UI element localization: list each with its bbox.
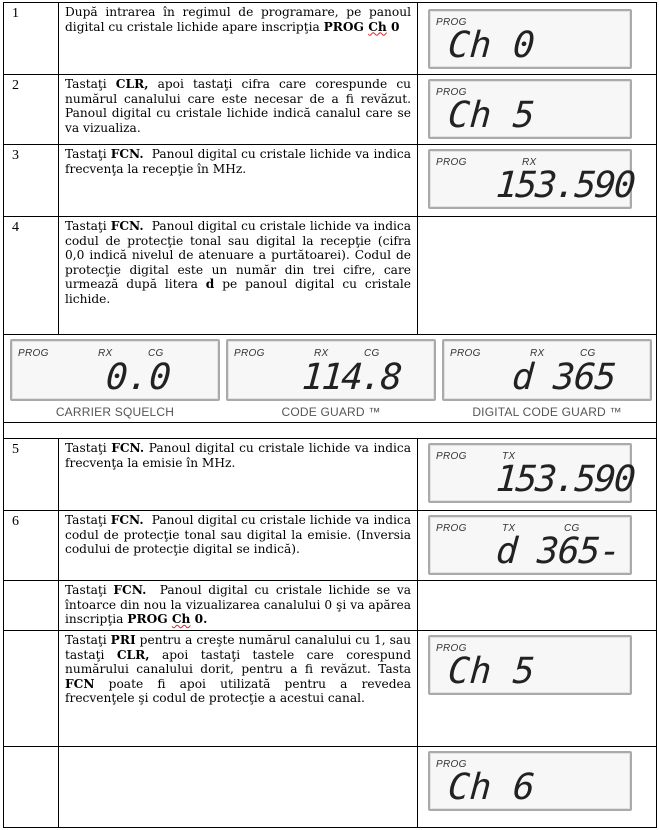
lcd-value: d 365- bbox=[494, 531, 622, 572]
lcd-value: d 365 bbox=[510, 357, 617, 398]
table-row bbox=[4, 145, 657, 217]
panel-caption: CARRIER SQUELCH bbox=[55, 405, 175, 419]
step-number bbox=[4, 747, 59, 828]
lcd-cell bbox=[418, 439, 657, 511]
step-text: Tastaţi CLR, apoi tastaţi cifra care corespunde cu numărul canalului care este necesar de a fi revăzut. Panoul digital cu cristale lichide indică canalul care se va vizualiza. bbox=[59, 75, 418, 145]
rx-label: RX bbox=[314, 348, 329, 359]
rx-label: RX bbox=[98, 348, 113, 359]
tx-label: TX bbox=[502, 523, 516, 534]
lcd-value: 114.8 bbox=[300, 357, 402, 398]
empty-cell bbox=[418, 581, 657, 631]
table-row bbox=[4, 581, 657, 631]
prog-label: PROG bbox=[436, 87, 467, 98]
lcd-display bbox=[428, 635, 632, 695]
lcd-value: Ch 0 bbox=[446, 25, 537, 66]
lcd-display bbox=[428, 515, 632, 575]
panel-caption: CODE GUARD ™ bbox=[281, 405, 381, 419]
lcd-display bbox=[428, 751, 632, 811]
table-row bbox=[4, 217, 657, 335]
cg-label: CG bbox=[564, 523, 580, 534]
lcd-display bbox=[442, 339, 652, 401]
prog-label: PROG bbox=[436, 759, 467, 770]
step-number: 6 bbox=[4, 511, 59, 581]
tx-label: TX bbox=[502, 451, 516, 462]
step-text: Tastaţi FCN. Panoul digital cu cristale lichide va indica frecvenţa la emisie în MHz. bbox=[59, 439, 418, 511]
lcd-display bbox=[428, 9, 632, 69]
prog-label: PROG bbox=[436, 451, 467, 462]
lcd-display bbox=[428, 79, 632, 139]
step-number bbox=[4, 631, 59, 747]
step-text bbox=[59, 747, 418, 828]
table-row bbox=[4, 3, 657, 75]
spacer-cell bbox=[4, 423, 657, 439]
cg-label: CG bbox=[148, 348, 164, 359]
empty-cell bbox=[418, 217, 657, 335]
lcd-cell bbox=[418, 145, 657, 217]
table-row bbox=[4, 747, 657, 828]
lcd-value: 153.590 bbox=[494, 165, 636, 206]
rx-label: RX bbox=[522, 157, 537, 168]
step-number: 3 bbox=[4, 145, 59, 217]
prog-label: PROG bbox=[436, 157, 467, 168]
cg-label: CG bbox=[364, 348, 380, 359]
lcd-value: Ch 5 bbox=[446, 95, 537, 136]
step-text: După intrarea în regimul de programare, pe panoul digital cu cristale lichide apare inscripţia PROG Ch 0 bbox=[59, 3, 418, 75]
panel-digital-code-guard bbox=[442, 339, 652, 419]
lcd-cell bbox=[418, 511, 657, 581]
step-number: 1 bbox=[4, 3, 59, 75]
lcd-value: Ch 5 bbox=[446, 651, 537, 692]
lcd-value: 0.0 bbox=[104, 357, 173, 398]
step-text: Tastaţi PRI pentru a creşte numărul canalului cu 1, sau tastaţi CLR, apoi tastaţi tastele care corespund numărului canalului dorit, pentru a fi revăzut. Tasta FCN poate fi apoi utilizată pentru a revedea frecvenţele şi codul de protecţie a acestui canal. bbox=[59, 631, 418, 747]
prog-label: PROG bbox=[18, 348, 49, 359]
lcd-cell bbox=[418, 3, 657, 75]
table-row bbox=[4, 511, 657, 581]
table-row bbox=[4, 439, 657, 511]
lcd-display bbox=[428, 149, 636, 209]
panel-caption: DIGITAL CODE GUARD ™ bbox=[472, 405, 622, 419]
step-number: 4 bbox=[4, 217, 59, 335]
panel-carrier-squelch bbox=[10, 339, 220, 419]
panel-code-guard bbox=[226, 339, 436, 419]
step-text: Tastaţi FCN. Panoul digital cu cristale lichide va indica frecvenţa la recepţie în MHz. bbox=[59, 145, 418, 217]
lcd-value: Ch 6 bbox=[446, 767, 537, 808]
lcd-display bbox=[428, 443, 636, 503]
lcd-cell bbox=[418, 747, 657, 828]
table-row bbox=[4, 75, 657, 145]
prog-label: PROG bbox=[450, 348, 481, 359]
step-number: 2 bbox=[4, 75, 59, 145]
step-number bbox=[4, 581, 59, 631]
table-row bbox=[4, 335, 657, 423]
step-text: Tastaţi FCN. Panoul digital cu cristale lichide se va întoarce din nou la vizualizarea canalului 0 şi va apărea inscripţia PROG Ch 0. bbox=[59, 581, 418, 631]
lcd-display bbox=[10, 339, 220, 401]
step-number: 5 bbox=[4, 439, 59, 511]
lcd-value: 153.590 bbox=[494, 459, 636, 500]
lcd-cell bbox=[418, 75, 657, 145]
cg-label: CG bbox=[580, 348, 596, 359]
lcd-cell bbox=[418, 631, 657, 747]
step-text: Tastaţi FCN. Panoul digital cu cristale lichide va indica codul de protecţie tonal sau digital la emisie. (Inversia codului de protecţie digital se indică). bbox=[59, 511, 418, 581]
prog-label: PROG bbox=[436, 643, 467, 654]
prog-label: PROG bbox=[436, 17, 467, 28]
lcd-panels-row bbox=[4, 335, 657, 423]
step-text: Tastaţi FCN. Panoul digital cu cristale lichide va indica codul de protecţie tonal sau digital la recepţie (cifra 0,0 indică nivelul de atenuare a purtătoarei). Codul de protecţie digital este un număr din trei cifre, care urmează după litera d pe panoul digital cu cristale lichide. bbox=[59, 217, 418, 335]
prog-label: PROG bbox=[436, 523, 467, 534]
prog-label: PROG bbox=[234, 348, 265, 359]
table-row bbox=[4, 423, 657, 439]
instruction-table bbox=[3, 2, 657, 828]
lcd-display bbox=[226, 339, 436, 401]
rx-label: RX bbox=[530, 348, 545, 359]
table-row bbox=[4, 631, 657, 747]
